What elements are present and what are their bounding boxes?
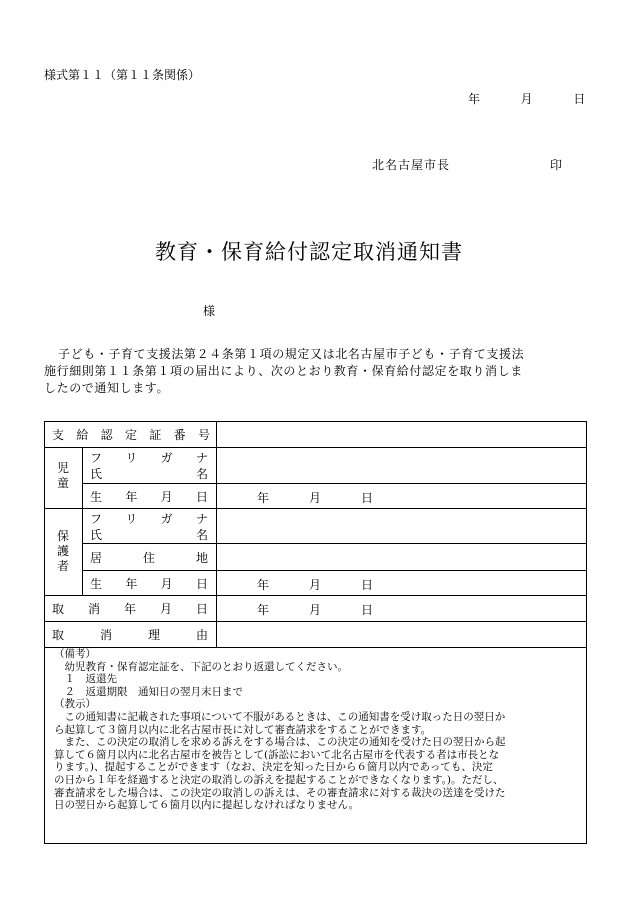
remarks-line: 幼児教育・保育認定証を、下記のとおり返還してください。 xyxy=(54,660,348,673)
instruction-line: の日から１年を経過すると決定の取消しの訴えを提起することができなくなります。)。ただし、 xyxy=(54,773,504,786)
row-divider xyxy=(82,483,587,484)
cancel-reason-value[interactable] xyxy=(218,623,584,646)
issue-date xyxy=(468,90,585,107)
instruction-line: 日の翌日から起算して６箇月以内に提起しなければなりません。 xyxy=(54,799,360,812)
child-group-label: 児 童 xyxy=(56,461,69,490)
column-divider xyxy=(82,447,83,595)
instruction-line: また、この決定の取消しを求める訴えをする場合は、この決定の通知を受けた日の翌日から起 xyxy=(54,736,506,749)
cancel-date-label: 取 消 年 月 日 xyxy=(52,601,208,616)
child-name-label: 氏 名 xyxy=(90,466,208,481)
cert-number-label: 支 給 認 定 証 番 号 xyxy=(52,427,210,442)
instruction-line: 算して６箇月以内に北名古屋市を被告として(訴訟において北名古屋市を代表する者は市長とな xyxy=(54,748,500,761)
guardian-group-label: 保 護 者 xyxy=(56,529,69,573)
instruction-heading: （教示） xyxy=(54,698,96,711)
guardian-name-label: 氏 名 xyxy=(90,527,208,542)
child-name-value[interactable] xyxy=(218,449,584,482)
guardian-address-label: 居 住 地 xyxy=(90,550,208,565)
notice-body xyxy=(44,346,588,397)
remarks-heading: （備考） xyxy=(54,648,96,660)
row-divider xyxy=(44,595,587,596)
column-divider xyxy=(216,421,217,647)
guardian-furigana-label: フ リ ガ ナ xyxy=(90,511,208,526)
child-furigana-label: フ リ ガ ナ xyxy=(90,450,208,465)
child-birthdate-value[interactable]: 年 月 日 xyxy=(257,491,374,505)
remarks-line: ２ 返還期限 通知日の翌月末日まで xyxy=(54,685,243,698)
cancel-date-value[interactable]: 年 月 日 xyxy=(257,603,374,617)
body-line-2: 施行細則第１１条第１項の届出により、次のとおり教育・保育給付認定を取り消しま xyxy=(44,364,523,378)
cancel-reason-label: 取 消 理 由 xyxy=(52,627,208,642)
body-line-3: したので通知します。 xyxy=(44,381,170,395)
cert-number-value[interactable] xyxy=(218,423,584,446)
instruction-line: ら起算して３箇月以内に北名古屋市長に対して審査請求をすることができます。 xyxy=(54,723,432,736)
guardian-name-value[interactable] xyxy=(218,510,584,542)
guardian-address-value[interactable] xyxy=(218,545,584,569)
day-label: 日 xyxy=(573,92,586,106)
child-birthdate-label: 生 年 月 日 xyxy=(90,489,208,504)
month-label: 月 xyxy=(520,92,533,106)
issuer-name: 北名古屋市長 xyxy=(372,158,451,172)
body-line-1: 子ども・子育て支援法第２４条第１項の規定又は北名古屋市子ども・子育て支援法 xyxy=(58,347,525,361)
form-number: 様式第１１（第１１条関係） xyxy=(44,68,201,82)
guardian-birthdate-value[interactable]: 年 月 日 xyxy=(257,578,374,592)
notes-section xyxy=(54,648,584,812)
guardian-birthdate-label: 生 年 月 日 xyxy=(90,576,208,591)
row-divider xyxy=(82,543,587,544)
instruction-line: 審査請求をした場合は、この決定の取消しの訴えは、その審査請求に対する裁決の送達を受けた xyxy=(54,786,506,799)
document-title: 教育・保育給付認定取消通知書 xyxy=(155,240,463,264)
instruction-line: この通知書に記載された事項について不服があるときは、この通知書を受け取った日の翌日か xyxy=(54,710,506,723)
instruction-line: ります。)、提起することができます（なお、決定を知った日から６箇月以内であっても、決定 xyxy=(54,761,493,774)
row-divider xyxy=(44,621,587,622)
year-label: 年 xyxy=(468,92,481,106)
seal-mark: 印 xyxy=(550,158,563,172)
row-divider xyxy=(82,570,587,571)
addressee-suffix: 様 xyxy=(203,304,216,318)
remarks-line: １ 返還先 xyxy=(54,673,117,686)
